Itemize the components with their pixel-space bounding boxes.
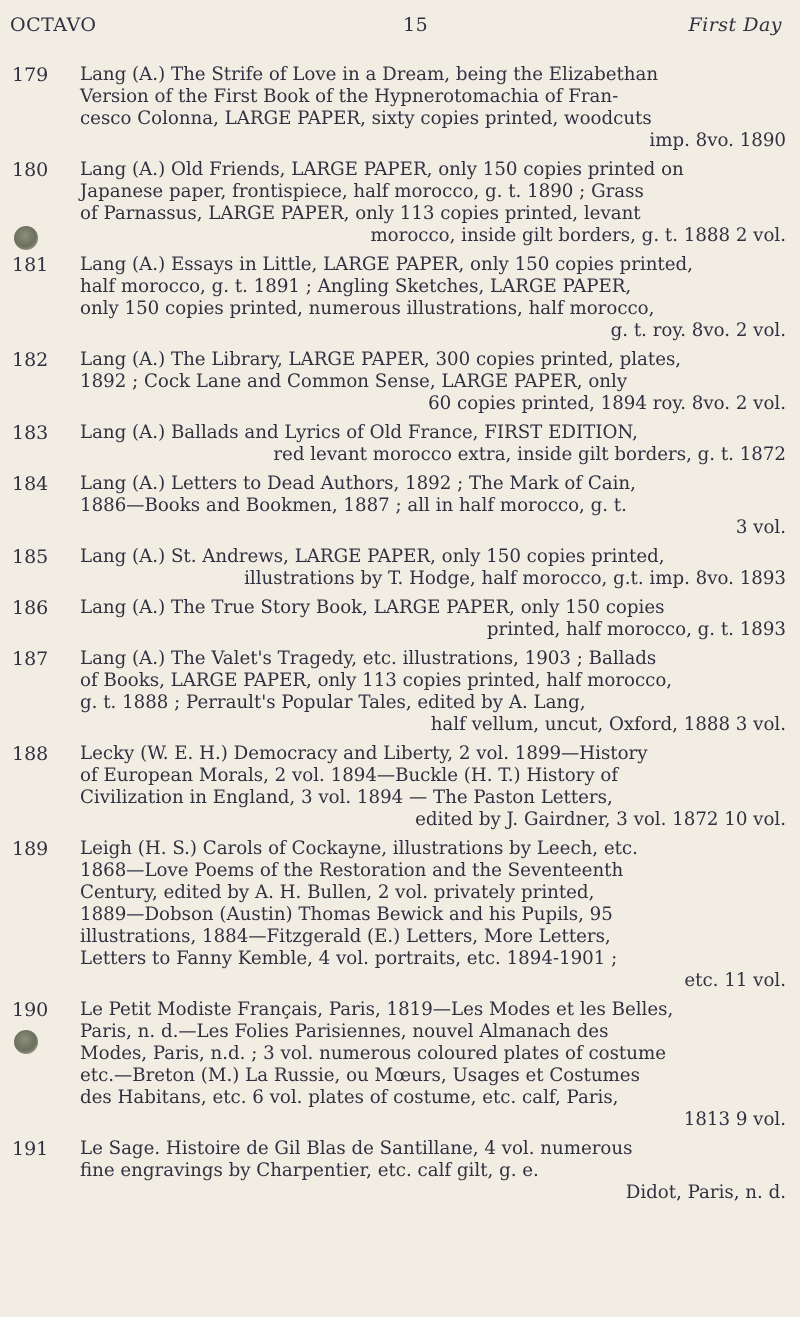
description-line: illustrations by T. Hodge, half morocco, g.t. imp. 8vo. 1893 (244, 568, 786, 589)
description-line: 1889—Dobson (Austin) Thomas Bewick and his Pupils, 95 (80, 904, 613, 925)
lot-description (61, 999, 786, 1131)
lot-description (61, 1138, 786, 1204)
lot-description (61, 422, 786, 466)
lot-number: 189 (12, 838, 49, 860)
description-line: Lang (A.) St. Andrews, LARGE PAPER, only 150 copies printed, (80, 546, 665, 567)
lot-number: 181 (12, 254, 49, 276)
lot-number: 182 (12, 349, 49, 371)
description-line: Le Petit Modiste Français, Paris, 1819—Les Modes et les Belles, (80, 999, 674, 1020)
description-line: of European Morals, 2 vol. 1894—Buckle (H. T.) History of (80, 765, 619, 786)
lot-number: 191 (12, 1138, 49, 1160)
lot-description (61, 349, 786, 415)
description-line: morocco, inside gilt borders, g. t. 1888 2 vol. (370, 225, 786, 246)
description-line: Lang (A.) The True Story Book, LARGE PAPER, only 150 copies (80, 597, 665, 618)
description-line: illustrations, 1884—Fitzgerald (E.) Letters, More Letters, (80, 926, 611, 947)
lot-description (61, 546, 786, 590)
description-line: etc. 11 vol. (684, 970, 786, 991)
lot-description (61, 743, 786, 831)
description-line: Lang (A.) The Library, LARGE PAPER, 300 copies printed, plates, (80, 349, 682, 370)
page-number: 15 (403, 14, 429, 36)
lot-number: 179 (12, 64, 49, 86)
lot-number: 187 (12, 648, 49, 670)
description-line: only 150 copies printed, numerous illustrations, half morocco, (80, 298, 655, 319)
description-line: printed, half morocco, g. t. 1893 (486, 619, 786, 640)
description-line: half vellum, uncut, Oxford, 1888 3 vol. (430, 714, 786, 735)
description-line: 3 vol. (735, 517, 786, 538)
lot-number: 185 (12, 546, 49, 568)
description-line: Lang (A.) Old Friends, LARGE PAPER, only 150 copies printed on (80, 159, 684, 180)
description-line: Modes, Paris, n.d. ; 3 vol. numerous coloured plates of costume (80, 1043, 666, 1064)
lot-number: 183 (12, 422, 49, 444)
lot-description (61, 473, 786, 539)
lot-description (61, 597, 786, 641)
description-line: des Habitans, etc. 6 vol. plates of costume, etc. calf, Paris, (80, 1087, 619, 1108)
description-line: 1868—Love Poems of the Restoration and the Seventeenth (80, 860, 624, 881)
description-line: 1886—Books and Bookmen, 1887 ; all in half morocco, g. t. (80, 495, 627, 516)
punch-hole-mark (14, 226, 38, 250)
description-line: Century, edited by A. H. Bullen, 2 vol. privately printed, (80, 882, 595, 903)
description-line: of Books, LARGE PAPER, only 113 copies printed, half morocco, (80, 670, 673, 691)
header-day: First Day (688, 14, 782, 36)
description-line: Letters to Fanny Kemble, 4 vol. portraits, etc. 1894-1901 ; (80, 948, 618, 969)
description-line: half morocco, g. t. 1891 ; Angling Sketches, LARGE PAPER, (80, 276, 632, 297)
description-line: Lang (A.) The Strife of Love in a Dream, being the Elizabethan (80, 64, 659, 85)
lot-number: 180 (12, 159, 49, 181)
description-line: fine engravings by Charpentier, etc. calf gilt, g. e. (80, 1160, 539, 1181)
description-line: 60 copies printed, 1894 roy. 8vo. 2 vol. (428, 393, 786, 414)
lot-description (61, 254, 786, 342)
description-line: edited by J. Gairdner, 3 vol. 1872 10 vol. (415, 809, 786, 830)
description-line: Leigh (H. S.) Carols of Cockayne, illustrations by Leech, etc. (80, 838, 638, 859)
description-line: Paris, n. d.—Les Folies Parisiennes, nouvel Almanach des (80, 1021, 609, 1042)
description-line: Lecky (W. E. H.) Democracy and Liberty, 2 vol. 1899—History (80, 743, 648, 764)
description-line: Lang (A.) The Valet's Tragedy, etc. illustrations, 1903 ; Ballads (80, 648, 657, 669)
description-line: Lang (A.) Ballads and Lyrics of Old France, FIRST EDITION, (80, 422, 638, 443)
lot-number: 184 (12, 473, 49, 495)
description-line: 1813 9 vol. (683, 1109, 786, 1130)
description-line: cesco Colonna, LARGE PAPER, sixty copies printed, woodcuts (80, 108, 652, 129)
description-line: imp. 8vo. 1890 (649, 130, 786, 151)
description-line: Lang (A.) Essays in Little, LARGE PAPER, only 150 copies printed, (80, 254, 693, 275)
lot-description (61, 64, 786, 152)
description-line: 1892 ; Cock Lane and Common Sense, LARGE PAPER, only (80, 371, 628, 392)
description-line: Civilization in England, 3 vol. 1894 — The Paston Letters, (80, 787, 613, 808)
description-line: g. t. roy. 8vo. 2 vol. (610, 320, 786, 341)
header-format: OCTAVO (10, 14, 97, 36)
description-line: Version of the First Book of the Hypnerotomachia of Fran- (80, 86, 619, 107)
description-line: g. t. 1888 ; Perrault's Popular Tales, edited by A. Lang, (80, 692, 586, 713)
description-line: red levant morocco extra, inside gilt borders, g. t. 1872 (273, 444, 786, 465)
description-line: Le Sage. Histoire de Gil Blas de Santillane, 4 vol. numerous (80, 1138, 633, 1159)
page-header (10, 14, 790, 44)
lot-number: 190 (12, 999, 49, 1021)
description-line: Japanese paper, frontispiece, half morocco, g. t. 1890 ; Grass (80, 181, 644, 202)
description-line: etc.—Breton (M.) La Russie, ou Mœurs, Usages et Costumes (80, 1065, 640, 1086)
lot-number: 186 (12, 597, 49, 619)
lot-description (61, 648, 786, 736)
lot-description (61, 838, 786, 992)
lot-description (61, 159, 786, 247)
lot-number: 188 (12, 743, 49, 765)
description-line: Lang (A.) Letters to Dead Authors, 1892 ; The Mark of Cain, (80, 473, 636, 494)
description-line: of Parnassus, LARGE PAPER, only 113 copies printed, levant (80, 203, 641, 224)
punch-hole-mark (14, 1030, 38, 1054)
description-line: Didot, Paris, n. d. (625, 1182, 786, 1203)
